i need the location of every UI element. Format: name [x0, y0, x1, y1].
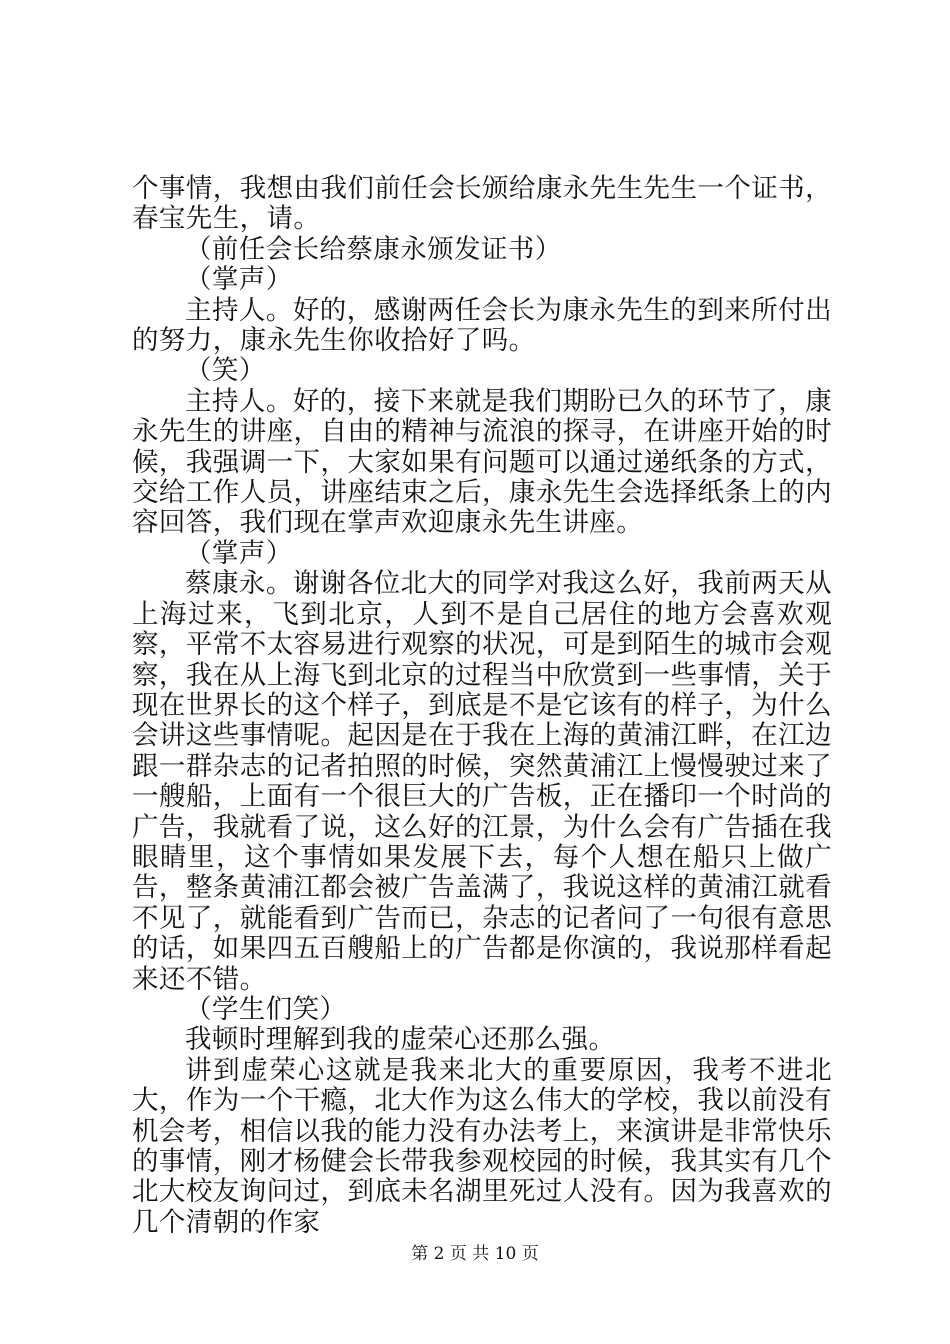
paragraph-3: （掌声） [185, 264, 293, 296]
paragraph-1: 个事情，我想由我们前任会长颁给康永先生先生一个证书，春宝先生，请。 [132, 173, 832, 235]
paragraph-6: 主持人。好的，接下来就是我们期盼已久的环节了，康永先生的讲座，自由的精神与流浪的探寻，在讲座开始的时候，我强调一下，大家如果有问题可以通过递纸条的方式，交给工作人员，讲座结束之后，康永先生会选择纸条上的内容回答，我们现在掌声欢迎康永先生讲座。 [132, 385, 832, 539]
paragraph-9: （学生们笑） [185, 993, 347, 1025]
paragraph-7: （掌声） [185, 537, 293, 569]
paragraph-10: 我顿时理解到我的虚荣心还那么强。 [185, 1024, 616, 1056]
paragraph-5: （笑） [185, 355, 266, 387]
document-body [132, 174, 832, 1238]
paragraph-8: 蔡康永。谢谢各位北大的同学对我这么好，我前两天从上海过来，飞到北京，人到不是自己居住的地方会喜欢观察，平常不太容易进行观察的状况，可是到陌生的城市会观察，我在从上海飞到北京的过程当中欣赏到一些事情，关于现在世界长的这个样子，到底是不是它该有的样子，为什么会讲这些事情呢。起因是在于我在上海的黄浦江畔，在江边跟一群杂志的记者拍照的时候，突然黄浦江上慢慢驶过来了一艘船，上面有一个很巨大的广告板，正在播印一个时尚的广告，我就看了说，这么好的江景，为什么会有广告插在我眼睛里，这个事情如果发展下去，每个人想在船只上做广告，整条黄浦江都会被广告盖满了，我说这样的黄浦江就看不见了，就能看到广告而已，杂志的记者问了一句很有意思的话，如果四五百艘船上的广告都是你演的，我说那样看起来还不错。 [132, 568, 832, 995]
paragraph-2: （前任会长给蔡康永颁发证书） [185, 233, 562, 265]
paragraph-4: 主持人。好的，感谢两任会长为康永先生的到来所付出的努力，康永先生你收拾好了吗。 [132, 294, 832, 357]
paragraph-11: 讲到虚荣心这就是我来北大的重要原因，我考不进北大，作为一个干瘾，北大作为这么伟大的学校，我以前没有机会考，相信以我的能力没有办法考上，来演讲是非常快乐的事情，刚才杨健会长带我参观校园的时候，我其实有几个北大校友询问过，到底未名湖里死过人没有。因为我喜欢的几个清朝的作家 [132, 1054, 832, 1238]
page-number-footer: 第 2 页 共 10 页 [411, 1244, 539, 1264]
